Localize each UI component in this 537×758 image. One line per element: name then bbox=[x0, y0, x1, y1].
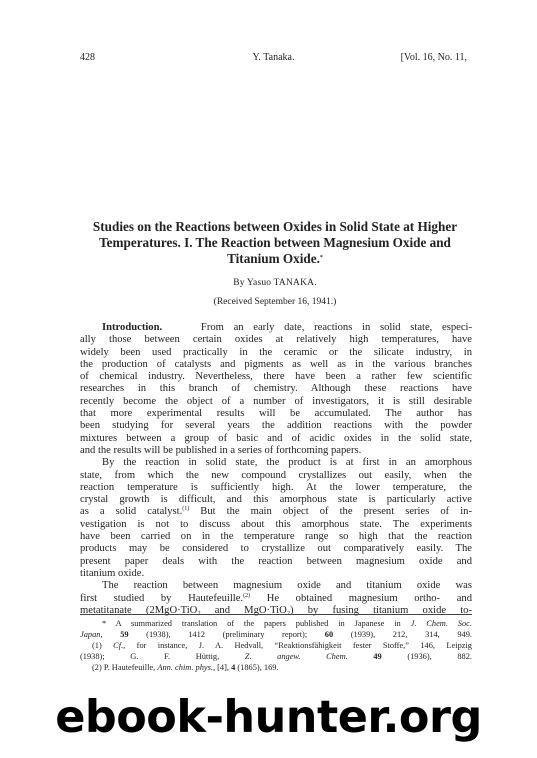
title-line-3: Titanium Oxide.* bbox=[227, 251, 323, 266]
paragraph-line: products may be considered to crystallize out comparatively easily. The bbox=[80, 543, 472, 555]
paragraph-line: metatitanate (2MgO·TiO$_2$ and MgO·TiO$_2$) by fusing titanium oxide to- bbox=[80, 604, 472, 617]
title-line-1: Studies on the Reactions between Oxides in Solid State at Higher bbox=[92, 219, 458, 234]
paragraph-line: vestigation is not to discuss about this amorphous state. The experiments bbox=[80, 518, 472, 530]
paragraph-line: and the results will be published in a series of forthcoming papers. bbox=[80, 444, 362, 456]
paragraph-line: By the reaction in solid state, the product is at first in an amorphous bbox=[102, 457, 472, 469]
paragraph-line: crystal growth is difficult, and this amorphous state is particularly active bbox=[80, 494, 472, 506]
paragraph-line: state, from which the new compound crystallizes out easily, when the bbox=[80, 469, 472, 481]
running-head bbox=[80, 52, 467, 66]
paragraph-line: that more experimental results will be accumulated. The author has bbox=[80, 408, 472, 420]
paragraph-line: as a solid catalyst.$^{(1)}$ But the main object of the present series of in- bbox=[80, 506, 472, 518]
paragraph-line: have been carried on in the temperature range so high that the reaction bbox=[80, 531, 472, 543]
paragraph-line: Introduction. From an early date, reactions in solid state, especi- bbox=[102, 322, 473, 333]
footnote-line: (1) Cf., for instance, J. A. Hedvall, “Reaktionsfähigkeit fester Stoffe,” 146, Leipzig bbox=[92, 641, 472, 650]
paragraph-line: researches in this branch of chemistry. Although these reactions have bbox=[80, 383, 472, 395]
paragraph-line: widely been used practically in the ceramic or the silicate industry, in bbox=[80, 346, 472, 358]
paragraph-line: the production of catalysts and pigments as well as in the various branches bbox=[80, 358, 472, 370]
volume-info: [Vol. 16, No. 11, bbox=[400, 52, 467, 63]
paragraph-line: mixtures between a group of basic and of acidic oxides in the solid state, bbox=[80, 432, 472, 444]
body-text bbox=[80, 322, 472, 617]
paragraph-line: of chemical industry. Nevertheless, there have been a rather few scientific bbox=[80, 371, 472, 383]
paragraph-line: first studied by Hautefeuille.$^{(2)}$ He obtained magnesium ortho- and bbox=[80, 592, 472, 604]
footnote-divider bbox=[80, 614, 472, 615]
paragraph-line: titanium oxide. bbox=[80, 567, 145, 579]
paragraph-line: present paper deals with the reaction between magnesium oxide and bbox=[80, 555, 472, 567]
paragraph-line: reaction temperature is sufficiently high. At the lower temperature, the bbox=[80, 481, 472, 493]
paragraph-line: The reaction between magnesium oxide and titanium oxide was bbox=[102, 580, 472, 592]
paragraph-line: ally those between certain oxides at relatively high temperatures, have bbox=[80, 334, 472, 346]
page-number: 428 bbox=[80, 52, 95, 63]
watermark-text: ebook-hunter.org bbox=[55, 692, 482, 743]
footnote-line: * A summarized translation of the papers published in Japanese in J. Chem. Soc. bbox=[102, 619, 472, 628]
paper-title bbox=[80, 219, 470, 267]
title-line-2: Temperatures. I. The Reaction between Magnesium Oxide and bbox=[99, 235, 451, 250]
footnote-line: (2) P. Hautefeuille, Ann. chim. phys., [4], 4 (1865), 169. bbox=[92, 663, 279, 672]
received-date: (Received September 16, 1941.) bbox=[213, 297, 337, 307]
running-author: Y. Tanaka. bbox=[252, 52, 295, 63]
citation-marker: (1) bbox=[182, 506, 190, 513]
footnote-line: (1938); G. F. Hüttig, Z. angew. Chem. 49 (1936), 882. bbox=[80, 652, 473, 661]
author-byline: By Yasuo TANAKA. bbox=[233, 278, 317, 288]
citation-marker: (2) bbox=[243, 592, 251, 599]
footnote-line: Japan, 59 (1938), 1412 (preliminary report); 60 (1939), 212, 314, 949. bbox=[80, 630, 473, 639]
paragraph-line: recently become the object of a number of investigators, it is still desirable bbox=[80, 395, 472, 407]
title-footnote-marker: * bbox=[319, 255, 323, 261]
paragraph-line: been studying for several years the addition reactions with the powder bbox=[80, 420, 472, 432]
section-heading: Introduction. bbox=[102, 322, 163, 333]
footnotes bbox=[80, 618, 472, 673]
